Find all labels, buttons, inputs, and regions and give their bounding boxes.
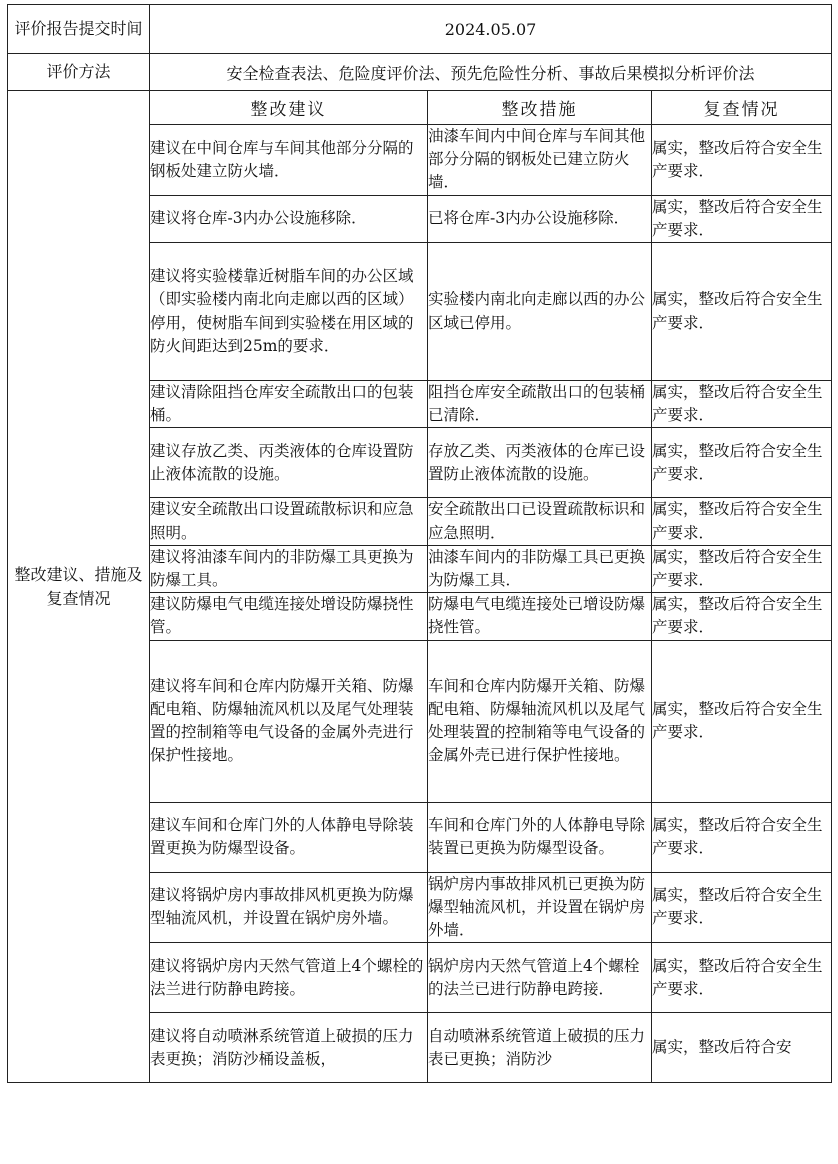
suggestion-cell: 建议将车间和仓库内防爆开关箱、防爆配电箱、防爆轴流风机以及尾气处理装置的控制箱等电气设备的金属外壳进行保护性接地。 <box>150 640 428 802</box>
suggestion-cell: 建议在中间仓库与车间其他部分分隔的钢板处建立防火墙． <box>150 125 428 196</box>
review-cell: 属实，整改后符合安全生产要求． <box>652 872 832 943</box>
review-cell: 属实，整改后符合安全生产要求． <box>652 125 832 196</box>
measure-cell: 锅炉房内事故排风机已更换为防爆型轴流风机，并设置在锅炉房外墙． <box>428 872 652 943</box>
review-cell: 属实，整改后符合安全生产要求． <box>652 498 832 545</box>
review-cell: 属实，整改后符合安全生产要求． <box>652 640 832 802</box>
measure-cell: 油漆车间内的非防爆工具已更换为防爆工具． <box>428 545 652 592</box>
measure-cell: 油漆车间内中间仓库与车间其他部分分隔的钢板处已建立防火墙． <box>428 125 652 196</box>
measure-cell: 锅炉房内天然气管道上4个螺栓的法兰已进行防静电跨接． <box>428 943 652 1013</box>
measure-cell: 存放乙类、丙类液体的仓库已设置防止液体流散的设施。 <box>428 428 652 498</box>
suggestion-cell: 建议将自动喷淋系统管道上破损的压力表更换；消防沙桶设盖板， <box>150 1013 428 1083</box>
review-cell: 属实，整改后符合安全生产要求． <box>652 243 832 381</box>
report-date-row <box>8 5 832 54</box>
review-cell: 属实，整改后符合安全生产要求． <box>652 545 832 592</box>
suggestion-cell: 建议将实验楼靠近树脂车间的办公区域（即实验楼内南北向走廊以西的区域）停用，使树脂车间到实验楼在用区域的防火间距达到25m的要求． <box>150 243 428 381</box>
measure-cell: 防爆电气电缆连接处已增设防爆挠性管。 <box>428 593 652 640</box>
review-cell: 属实，整改后符合安全生产要求． <box>652 428 832 498</box>
review-cell: 属实，整改后符合安全生产要求． <box>652 943 832 1013</box>
measure-cell: 车间和仓库内防爆开关箱、防爆配电箱、防爆轴流风机以及尾气处理装置的控制箱等电气设备的金属外壳已进行保护性接地。 <box>428 640 652 802</box>
review-cell: 属实，整改后符合安 <box>652 1013 832 1083</box>
section-label: 整改建议、措施及复查情况 <box>8 91 150 1083</box>
suggestion-cell: 建议将锅炉房内事故排风机更换为防爆型轴流风机，并设置在锅炉房外墙。 <box>150 872 428 943</box>
method-label: 评价方法 <box>8 54 150 91</box>
rectification-table <box>7 4 832 1083</box>
report-date-value: 2024.05.07 <box>150 5 832 54</box>
suggestion-cell: 建议将锅炉房内天然气管道上4个螺栓的法兰进行防静电跨接。 <box>150 943 428 1013</box>
review-cell: 属实，整改后符合安全生产要求． <box>652 195 832 242</box>
suggestion-cell: 建议车间和仓库门外的人体静电导除装置更换为防爆型设备。 <box>150 802 428 872</box>
suggestion-cell: 建议将仓库-3内办公设施移除． <box>150 195 428 242</box>
measure-cell: 车间和仓库门外的人体静电导除装置已更换为防爆型设备。 <box>428 802 652 872</box>
method-value: 安全检查表法、危险度评价法、预先危险性分析、事故后果模拟分析评价法 <box>150 54 832 91</box>
review-cell: 属实，整改后符合安全生产要求． <box>652 802 832 872</box>
column-header-row <box>8 91 832 125</box>
review-cell: 属实，整改后符合安全生产要求． <box>652 381 832 428</box>
measure-cell: 已将仓库-3内办公设施移除． <box>428 195 652 242</box>
suggestion-cell: 建议存放乙类、丙类液体的仓库设置防止液体流散的设施。 <box>150 428 428 498</box>
measure-cell: 自动喷淋系统管道上破损的压力表已更换；消防沙 <box>428 1013 652 1083</box>
column-header-review: 复查情况 <box>652 91 832 125</box>
column-header-measure: 整改措施 <box>428 91 652 125</box>
column-header-suggestion: 整改建议 <box>150 91 428 125</box>
suggestion-cell: 建议清除阻挡仓库安全疏散出口的包装桶。 <box>150 381 428 428</box>
measure-cell: 阻挡仓库安全疏散出口的包装桶已清除． <box>428 381 652 428</box>
suggestion-cell: 建议将油漆车间内的非防爆工具更换为防爆工具。 <box>150 545 428 592</box>
suggestion-cell: 建议防爆电气电缆连接处增设防爆挠性管。 <box>150 593 428 640</box>
suggestion-cell: 建议安全疏散出口设置疏散标识和应急照明。 <box>150 498 428 545</box>
review-cell: 属实，整改后符合安全生产要求． <box>652 593 832 640</box>
method-row <box>8 54 832 91</box>
measure-cell: 实验楼内南北向走廊以西的办公区域已停用。 <box>428 243 652 381</box>
report-date-label: 评价报告提交时间 <box>8 5 150 54</box>
measure-cell: 安全疏散出口已设置疏散标识和应急照明． <box>428 498 652 545</box>
